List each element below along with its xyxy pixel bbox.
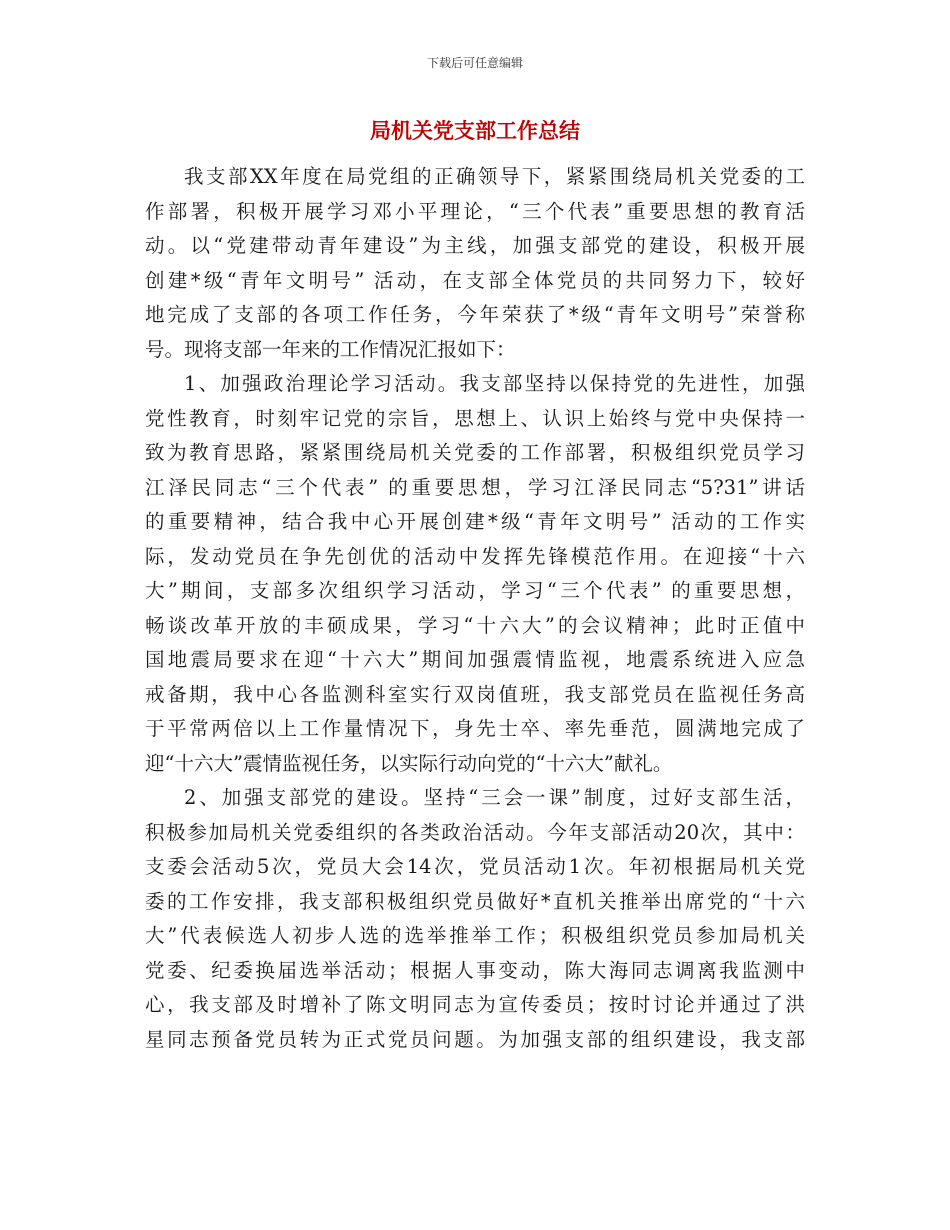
header-note: 下载后可任意编辑 [426,56,523,70]
document-body [145,160,805,1057]
text-line: 际，发动党员在争先创优的活动中发挥先锋模范作用。在迎接“十六 [145,544,805,568]
text-line: 致为教育思路，紧紧围绕局机关党委的工作部署，积极组织党员学习 [145,441,805,464]
text-line: 心，我支部及时增补了陈文明同志为宣传委员；按时讨论并通过了洪 [145,993,805,1016]
text-line: 星同志预备党员转为正式党员问题。为加强支部的组织建设，我支部 [145,1027,805,1051]
text-line: 2、加强支部党的建设。坚持“三会一课”制度，过好支部生活， [184,786,805,809]
text-line: 于平常两倍以上工作量情况下，身先士卒、率先垂范，圆满地完成了 [145,717,805,740]
text-line: 党委、纪委换届选举活动；根据人事变动，陈大海同志调离我监测中 [145,958,805,982]
text-line: 创建*级“青年文明号” 活动，在支部全体党员的共同努力下，较好 [145,268,805,292]
text-line: 我支部XX年度在局党组的正确领导下，紧紧围绕局机关党委的工 [184,165,805,188]
text-line: 国地震局要求在迎“十六大”期间加强震情监视，地震系统进入应急 [145,648,805,671]
text-line: 号。现将支部一年来的工作情况汇报如下： [145,337,516,361]
text-line: 动。以“党建带动青年建设”为主线，加强支部党的建设，积极开展 [145,234,805,257]
text-line: 党性教育，时刻牢记党的宗旨，思想上、认识上始终与党中央保持一 [145,406,805,430]
text-line: 的重要精神，结合我中心开展创建*级“青年文明号” 活动的工作实 [145,510,805,533]
text-line: 畅谈改革开放的丰硕成果，学习“十六大”的会议精神；此时正值中 [145,613,805,637]
text-line: 委的工作安排，我支部积极组织党员做好*直机关推举出席党的“十六 [145,889,805,913]
text-line: 支委会活动5次，党员大会14次，党员活动1次。年初根据局机关党 [145,855,805,878]
text-line: 江泽民同志“三个代表” 的重要思想，学习江泽民同志“5?31”讲话 [145,475,805,499]
text-line: 作部署，积极开展学习邓小平理论，“三个代表”重要思想的教育活 [145,199,805,223]
text-line: 迎“十六大”震情监视任务，以实际行动向党的“十六大”献礼。 [145,751,673,775]
text-line: 1、加强政治理论学习活动。我支部坚持以保持党的先进性，加强 [184,372,805,395]
text-line: 大”期间，支部多次组织学习活动，学习“三个代表” 的重要思想， [145,579,805,602]
document-title: 局机关党支部工作总结 [370,118,580,143]
text-line: 大”代表候选人初步人选的选举推举工作；积极组织党员参加局机关 [145,924,805,947]
text-line: 戒备期，我中心各监测科室实行双岗值班，我支部党员在监视任务高 [145,682,805,706]
text-line: 积极参加局机关党委组织的各类政治活动。今年支部活动20次，其中： [145,820,805,844]
text-line: 地完成了支部的各项工作任务，今年荣获了*级“青年文明号”荣誉称 [145,303,805,326]
